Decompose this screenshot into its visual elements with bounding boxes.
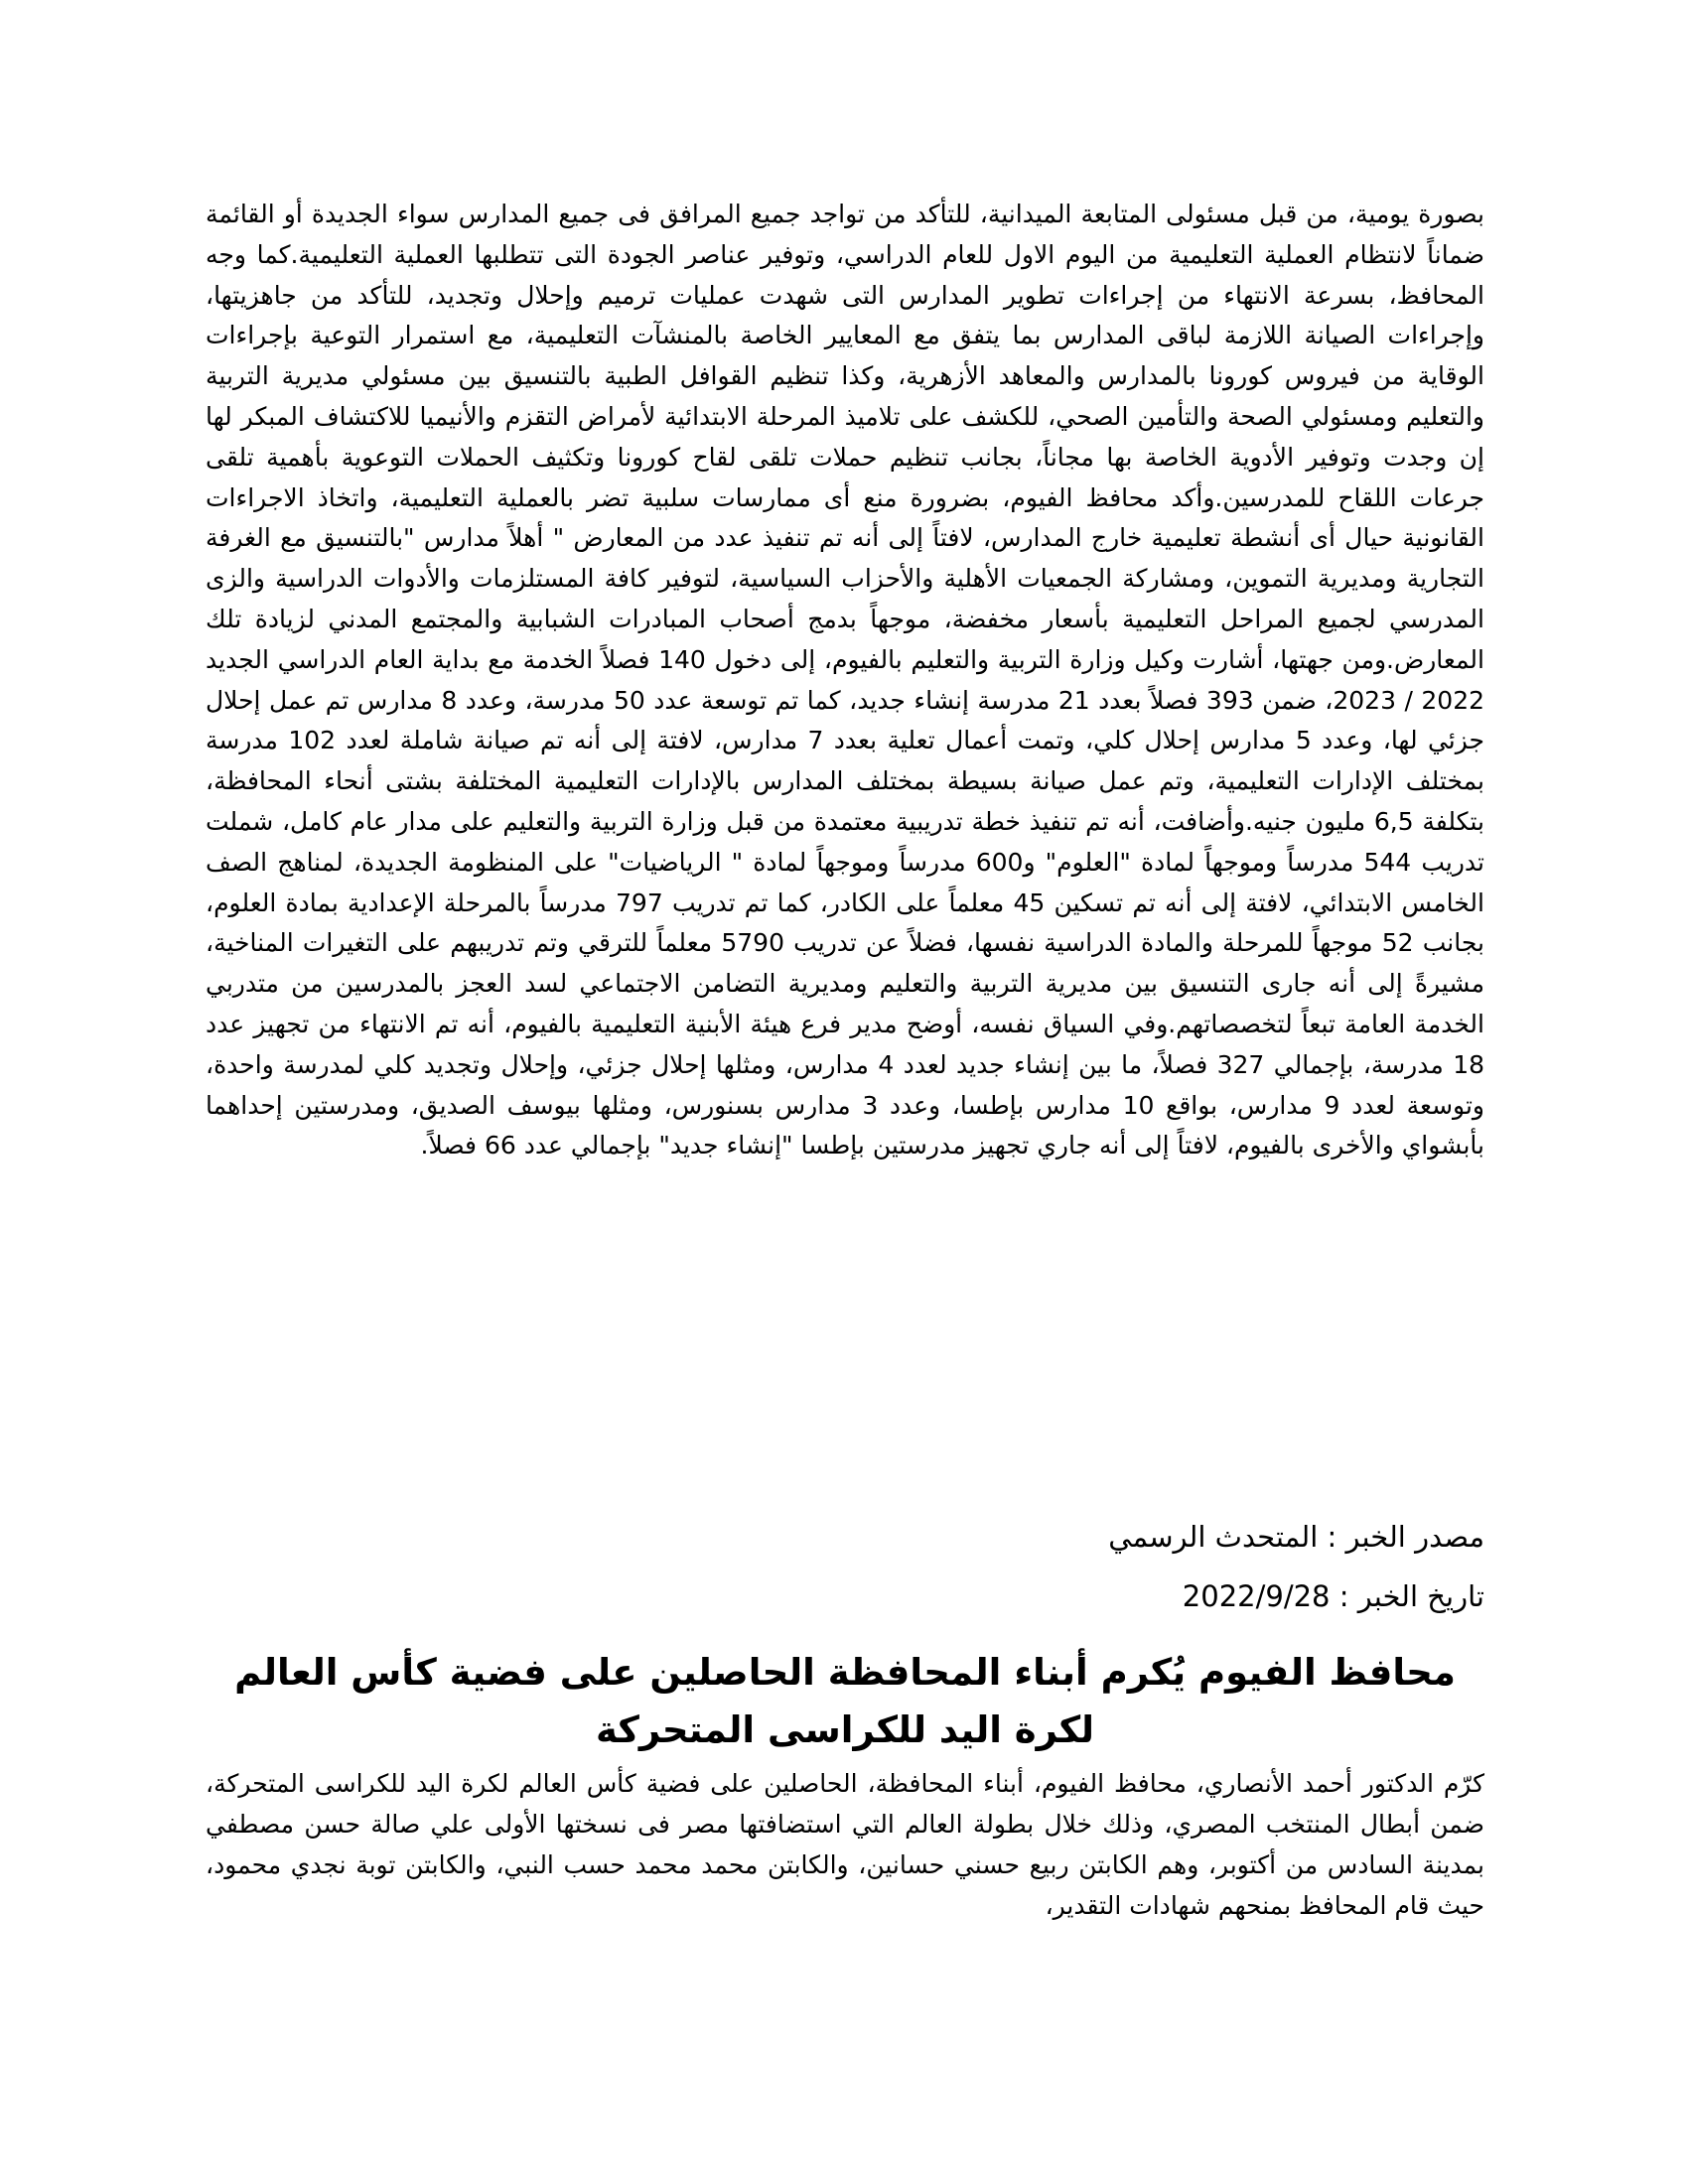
news-source: مصدر الخبر : المتحدث الرسمي <box>1108 1520 1484 1554</box>
news-date: تاريخ الخبر : 2022/9/28 <box>1182 1579 1484 1613</box>
article-headline: محافظ الفيوم يُكرم أبناء المحافظة الحاصلين على فضية كأس العالم لكرة اليد للكراسى المتحركة <box>234 1651 1456 1751</box>
second-article-body-text: كرّم الدكتور أحمد الأنصاري، محافظ الفيوم، أبناء المحافظة، الحاصلين على فضية كأس العالم لكرة اليد للكراسى المتحركة، ضمن أبطال المنتخب المصري، وذلك خلال بطولة العالم التي استضافتها مصر فى نسختها الأولى علي صالة حسن مصطفي بمدينة السادس من أكتوبر، وهم الكابتن ربيع حسني حسانين، والكابتن محمد محمد حسب النبي، والكابتن توبة نجدي محمود، حيث قام المحافظ بمنحهم شهادات التقدير، <box>206 1769 1484 1920</box>
article-body-text: بصورة يومية، من قبل مسئولى المتابعة الميدانية، للتأكد من تواجد جميع المرافق فى جميع المدارس سواء الجديدة أو القائمة ضماناً لانتظام العملية التعليمية من اليوم الاول للعام الدراسي، وتوفير عناصر الجودة التى تتطلبها العملية التعليمية.كما وجه المحافظ، بسرعة الانتهاء من إجراءات تطوير المدارس التى شهدت عمليات ترميم وإحلال وتجديد، للتأكد من جاهزيتها، وإجراءات الصيانة اللازمة لباقى المدارس بما يتفق مع المعايير الخاصة بالمنشآت التعليمية، مع استمرار التوعية بإجراءات الوقاية من فيروس كورونا بالمدارس والمعاهد الأزهرية، وكذا تنظيم القوافل الطبية بالتنسيق بين مسئولي مديرية التربية والتعليم ومسئولي الصحة والتأمين الصحي، للكشف على تلاميذ المرحلة الابتدائية لأمراض التقزم والأنيميا للاكتشاف المبكر لها إن وجدت وتوفير الأدوية الخاصة بها مجاناً، بجانب تنظيم حملات تلقى لقاح كورونا وتكثيف الحملات التوعوية بأهمية تلقى جرعات اللقاح للمدرسين.وأكد محافظ الفيوم، بضرورة منع أى ممارسات سلبية تضر بالعملية التعليمية، واتخاذ الاجراءات القانونية حيال أى أنشطة تعليمية خارج المدارس، لافتاً إلى أنه تم تنفيذ عدد من المعارض " أهلاً مدارس "بالتنسيق مع الغرفة التجارية ومديرية التموين، ومشاركة الجمعيات الأهلية والأحزاب السياسية، لتوفير كافة المستلزمات والأدوات الدراسية والزى المدرسي لجميع المراحل التعليمية بأسعار مخفضة، موجهاً بدمج أصحاب المبادرات الشبابية والمجتمع المدني لزيادة تلك المعارض.ومن جهتها، أشارت وكيل وزارة التربية والتعليم بالفيوم، إلى دخول 140 فصلاً الخدمة مع بداية العام الدراسي الجديد 2022 / 2023، ضمن 393 فصلاً بعدد 21 مدرسة إنشاء جديد، كما تم توسعة عدد 50 مدرسة، وعدد 8 مدارس تم عمل إحلال جزئي لها، وعدد 5 مدارس إحلال كلي، وتمت أعمال تعلية بعدد 7 مدارس، لافتة إلى أنه تم صيانة شاملة لعدد 102 مدرسة بمختلف الإدارات التعليمية، وتم عمل صيانة بسيطة بمختلف المدارس بالإدارات التعليمية المختلفة بشتى أنحاء المحافظة، بتكلفة 6,5 مليون جنيه.وأضافت، أنه تم تنفيذ خطة تدريبية معتمدة من قبل وزارة التربية والتعليم على مدار عام كامل، شملت تدريب 544 مدرساً وموجهاً لمادة "العلوم" و600 مدرساً وموجهاً لمادة " الرياضيات" على المنظومة الجديدة، لمناهج الصف الخامس الابتدائي، لافتة إلى أنه تم تسكين 45 معلماً على الكادر، كما تم تدريب 797 مدرساً بالمرحلة الإعدادية بمادة العلوم، بجانب 52 موجهاً للمرحلة والمادة الدراسية نفسها، فضلاً عن تدريب 5790 معلماً للترقي وتم تدريبهم على التغيرات المناخية، مشيرةً إلى أنه جارى التنسيق بين مديرية التربية والتعليم ومديرية التضامن الاجتماعي لسد العجز بالمدرسين من متدربي الخدمة العامة تبعاً لتخصصاتهم.وفي السياق نفسه، أوضح مدير فرع هيئة الأبنية التعليمية بالفيوم، أنه تم الانتهاء من تجهيز عدد 18 مدرسة، بإجمالي 327 فصلاً، ما بين إنشاء جديد لعدد 4 مدارس، ومثلها إحلال جزئي، وإحلال وتجديد كلي لمدرسة واحدة، وتوسعة لعدد 9 مدارس، بواقع 10 مدارس بإطسا، وعدد 3 مدارس بسنورس، ومثلها بيوسف الصديق، ومدرستين إحداهما بأبشواي والأخرى بالفيوم، لافتاً إلى أنه جاري تجهيز مدرستين بإطسا "إنشاء جديد" بإجمالي عدد 66 فصلاً. <box>206 200 1485 1160</box>
